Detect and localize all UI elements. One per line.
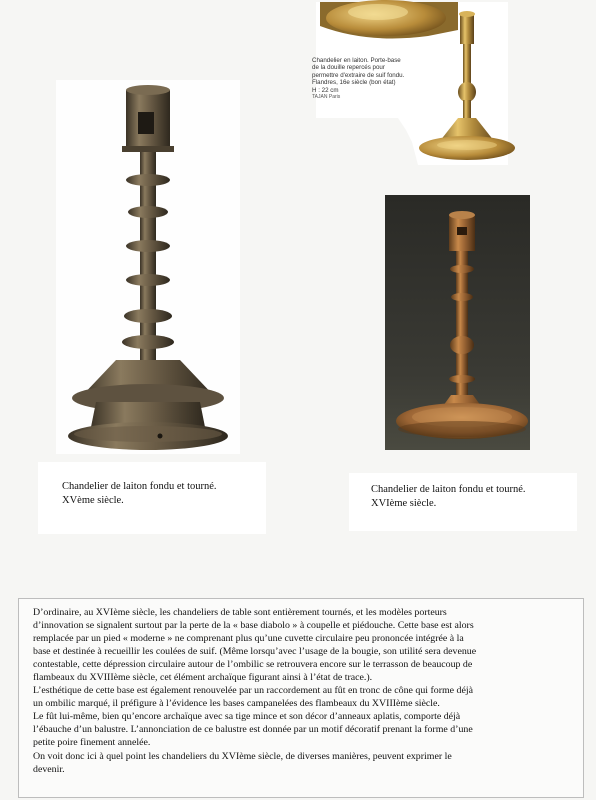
cutout-caption	[312, 57, 410, 101]
brass-candlestick-image	[385, 195, 530, 450]
body-text-line: D’ordinaire, au XVIème siècle, les chandeliers de table sont entièrement tournés, et les modèles porteurs	[33, 607, 447, 618]
body-text-line: L’esthétique de cette base est également renouvelée par un raccordement au fût en tronc de cône qui forme déjà	[33, 685, 473, 697]
right-caption-title: Chandelier de laiton fondu et tourné.	[371, 484, 526, 495]
cutout-caption-line: H : 22 cm	[312, 86, 339, 94]
right-caption-century: XVIème siècle.	[371, 498, 437, 509]
body-text-line: un ombilic marqué, il préfigure à l’évidence les bases campanelées des flambeaux du XVIIIème siècle.	[33, 698, 440, 710]
cutout-caption-credit: TAJAN Paris	[312, 94, 341, 101]
left-caption	[38, 462, 266, 534]
body-text-line: l’ébauche d’un balustre. L’annonciation de ce balustre est donnée par un motif décoratif prenant la forme d’une	[33, 724, 473, 736]
body-text-box	[18, 598, 584, 798]
body-text-line: base et destinée à recueillir les coulées de suif. (Même lorsqu’avec l’usage de la bougie, son utilité sera devenue	[33, 646, 477, 658]
right-caption	[349, 473, 577, 531]
left-caption-century: XVème siècle.	[62, 495, 124, 506]
cutout-caption-line: de la douille repercés pour	[312, 64, 385, 72]
body-text-line: d’innovation se signalent surtout par la perte de la « base diabolo » à coupelle et piédouche. Cette base est alors	[33, 620, 474, 632]
body-text-line: contestable, cette dépression circulaire autour de l’ombilic se retrouvera encore sur le terrasson de beaucoup de	[33, 659, 473, 671]
body-text-line: flambeaux du XVIIIème siècle, cet élément archaïque figurant ainsi à l’état de trace.).	[33, 672, 373, 684]
left-candlestick-photo	[56, 80, 240, 454]
cutout-caption-line: permettre d'extraire de suif fondu.	[312, 71, 405, 79]
cutout-caption-line: Chandelier en laiton. Porte-base	[312, 57, 401, 64]
body-text-line: petite poire finement annelée.	[33, 737, 151, 749]
body-text-line: remplacée par un pied « moderne » ne comprenant plus qu’une cuvette circulaire peu prononcée intégrée à la	[33, 633, 464, 645]
body-text-line: Le fût lui-même, bien qu’encore archaïque avec sa tige mince et son décor d’anneaux aplatis, comporte déjà	[33, 711, 461, 723]
left-caption-title: Chandelier de laiton fondu et tourné.	[62, 481, 217, 492]
body-text-line: devenir.	[33, 763, 65, 775]
body-text-line: On voit donc ici à quel point les chandeliers du XVIème siècle, de diverses manières, peuvent exprimer le	[33, 750, 452, 762]
right-candlestick-photo	[385, 195, 530, 450]
bronze-candlestick-image	[56, 80, 240, 454]
cutout-caption-line: Flandres, 16e siècle (bon état)	[312, 79, 396, 87]
